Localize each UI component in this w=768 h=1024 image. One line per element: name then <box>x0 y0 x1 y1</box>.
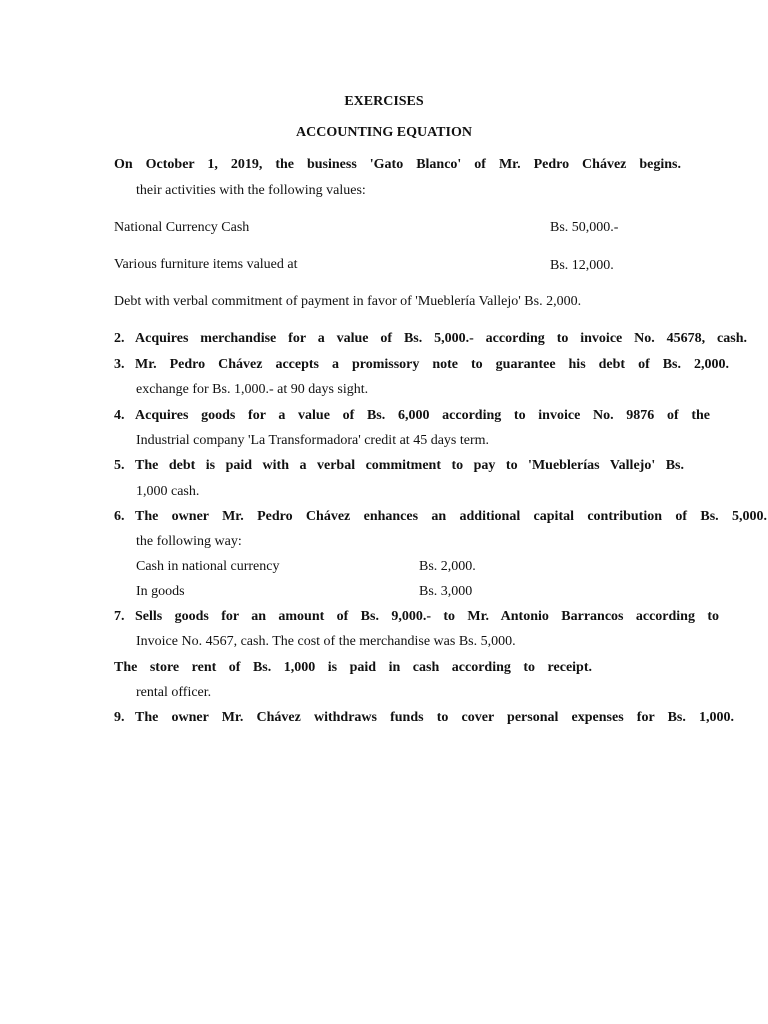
item-number: 7. <box>114 609 125 624</box>
contribution-label: In goods <box>136 584 185 599</box>
item-number: 3. <box>114 357 125 372</box>
item-text-continued: exchange for Bs. 1,000.- at 90 days sight. <box>136 382 369 397</box>
debt-line: Debt with verbal commitment of payment in favor of 'Mueblería Vallejo' Bs. 2,000. <box>114 294 582 309</box>
item-text: Acquires merchandise for a value of Bs. 5,000.- according to invoice No. 45678, cash. <box>135 331 747 346</box>
opening-value-amount: Bs. 12,000. <box>550 258 614 273</box>
opening-value-label: National Currency Cash <box>114 220 250 235</box>
item-text: Mr. Pedro Chávez accepts a promissory note to guarantee his debt of Bs. 2,000. <box>135 357 729 372</box>
item-text-continued: Invoice No. 4567, cash. The cost of the merchandise was Bs. 5,000. <box>136 634 516 649</box>
contribution-amount: Bs. 3,000 <box>419 584 473 599</box>
item-text: The debt is paid with a verbal commitment to pay to 'Mueblerías Vallejo' Bs. <box>135 458 684 473</box>
intro-line-1: On October 1, 2019, the business 'Gato Blanco' of Mr. Pedro Chávez begins. <box>114 157 681 172</box>
item-number: 6. <box>114 509 125 524</box>
intro-line-2: their activities with the following values: <box>136 183 366 198</box>
item-text: The store rent of Bs. 1,000 is paid in cash according to receipt. <box>114 660 592 675</box>
item-text: Sells goods for an amount of Bs. 9,000.- to Mr. Antonio Barrancos according to <box>135 609 719 624</box>
contribution-amount: Bs. 2,000. <box>419 559 476 574</box>
item-text: Acquires goods for a value of Bs. 6,000 according to invoice No. 9876 of the <box>135 408 710 423</box>
item-number: 4. <box>114 408 125 423</box>
opening-value-amount: Bs. 50,000.- <box>550 220 619 235</box>
opening-value-label: Various furniture items valued at <box>114 257 298 272</box>
document-title: EXERCISES <box>344 94 424 109</box>
item-text-continued: the following way: <box>136 534 242 549</box>
contribution-label: Cash in national currency <box>136 559 280 574</box>
item-number: 2. <box>114 331 125 346</box>
item-number: 5. <box>114 458 125 473</box>
document-subtitle: ACCOUNTING EQUATION <box>296 125 472 140</box>
item-number: 9. <box>114 710 125 725</box>
item-text: The owner Mr. Pedro Chávez enhances an additional capital contribution of Bs. 5,000. <box>135 509 767 524</box>
item-text-continued: Industrial company 'La Transformadora' credit at 45 days term. <box>136 433 490 448</box>
item-text-continued: 1,000 cash. <box>136 484 200 499</box>
item-text-continued: rental officer. <box>136 685 212 700</box>
item-text: The owner Mr. Chávez withdraws funds to cover personal expenses for Bs. 1,000. <box>135 710 734 725</box>
